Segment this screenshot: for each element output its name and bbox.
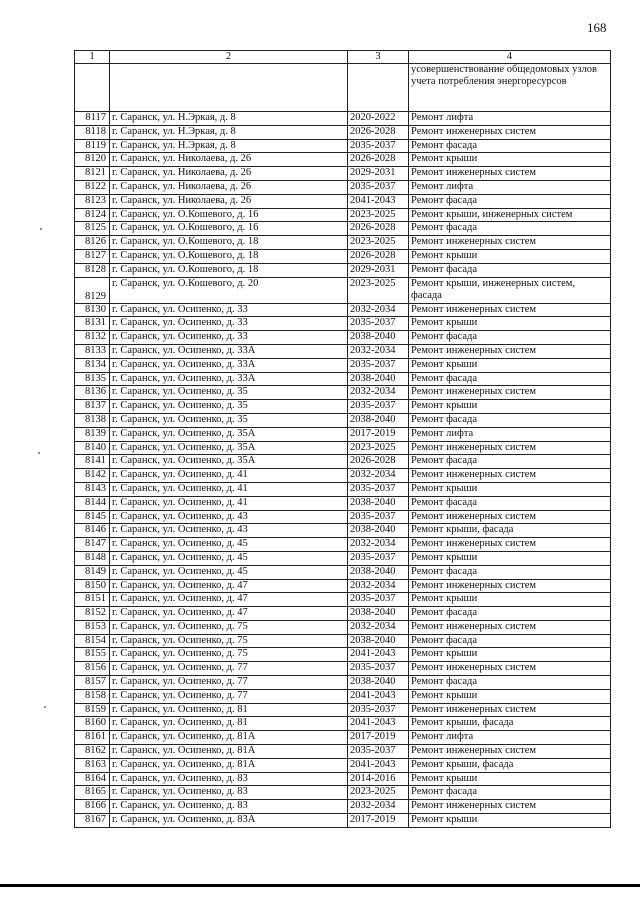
row-number: 8145: [75, 510, 110, 524]
scan-speck: [44, 706, 46, 708]
table-row: [75, 607, 611, 621]
table-row: [75, 772, 611, 786]
row-period: 2041-2043: [348, 689, 409, 703]
row-number: 8158: [75, 689, 110, 703]
row-number: 8142: [75, 469, 110, 483]
row-address: г. Саранск, ул. Осипенко, д. 33А: [110, 358, 348, 372]
row-address: г. Саранск, ул. Осипенко, д. 81: [110, 703, 348, 717]
row-number: 8125: [75, 222, 110, 236]
row-address: г. Саранск, ул. Осипенко, д. 35А: [110, 455, 348, 469]
column-number-row: [75, 51, 611, 64]
table-row: [75, 236, 611, 250]
row-work: Ремонт инженерных систем: [409, 236, 611, 250]
row-period: [348, 64, 409, 112]
table-row: [75, 139, 611, 153]
row-address: г. Саранск, ул. Осипенко, д. 45: [110, 551, 348, 565]
register-table: [74, 50, 611, 828]
row-address: г. Саранск, ул. Осипенко, д. 41: [110, 469, 348, 483]
row-number: 8148: [75, 551, 110, 565]
row-period: 2035-2037: [348, 510, 409, 524]
row-period: 2035-2037: [348, 180, 409, 194]
table-row: [75, 413, 611, 427]
row-address: г. Саранск, ул. Осипенко, д. 81А: [110, 758, 348, 772]
row-period: 2017-2019: [348, 814, 409, 828]
table-row: [75, 551, 611, 565]
row-number: 8121: [75, 167, 110, 181]
row-work: Ремонт фасада: [409, 194, 611, 208]
row-address: г. Саранск, ул. Осипенко, д. 77: [110, 689, 348, 703]
row-period: 2029-2031: [348, 263, 409, 277]
row-period: 2026-2028: [348, 455, 409, 469]
row-work: Ремонт крыши: [409, 249, 611, 263]
row-number: 8150: [75, 579, 110, 593]
row-period: 2014-2016: [348, 772, 409, 786]
table-row: [75, 386, 611, 400]
row-address: г. Саранск, ул. Осипенко, д. 81А: [110, 731, 348, 745]
table-row: [75, 194, 611, 208]
table-row: [75, 800, 611, 814]
row-address: г. Саранск, ул. О.Кошевого, д. 18: [110, 236, 348, 250]
row-number: 8141: [75, 455, 110, 469]
row-number: 8117: [75, 112, 110, 126]
row-number: 8163: [75, 758, 110, 772]
row-work: Ремонт фасада: [409, 455, 611, 469]
row-work: Ремонт фасада: [409, 607, 611, 621]
row-work: Ремонт лифта: [409, 731, 611, 745]
row-address: г. Саранск, ул. Осипенко, д. 45: [110, 565, 348, 579]
row-number: 8157: [75, 676, 110, 690]
row-address: г. Саранск, ул. Осипенко, д. 83: [110, 772, 348, 786]
row-work: Ремонт инженерных систем: [409, 344, 611, 358]
page-number: 168: [587, 20, 607, 35]
table-row: [75, 717, 611, 731]
row-work: Ремонт фасада: [409, 676, 611, 690]
row-number: 8124: [75, 208, 110, 222]
row-address: г. Саранск, ул. Осипенко, д. 35А: [110, 441, 348, 455]
bottom-rule: [0, 884, 640, 887]
table-row: [75, 676, 611, 690]
row-work: усовершенствование общедомовых узлов учета потребления энергоресурсов: [409, 64, 611, 112]
row-work: Ремонт фасада: [409, 634, 611, 648]
row-number: 8146: [75, 524, 110, 538]
table-row: [75, 703, 611, 717]
row-work: Ремонт крыши: [409, 648, 611, 662]
table-row: [75, 745, 611, 759]
row-number: 8159: [75, 703, 110, 717]
row-period: 2032-2034: [348, 800, 409, 814]
row-address: г. Саранск, ул. Осипенко, д. 75: [110, 634, 348, 648]
row-work: Ремонт фасада: [409, 372, 611, 386]
table-row: [75, 469, 611, 483]
table-row: [75, 344, 611, 358]
row-number: 8138: [75, 413, 110, 427]
row-number: 8118: [75, 125, 110, 139]
row-address: г. Саранск, ул. Осипенко, д. 81А: [110, 745, 348, 759]
row-work: Ремонт крыши: [409, 400, 611, 414]
row-address: г. Саранск, ул. Осипенко, д. 33: [110, 331, 348, 345]
table-row: [75, 125, 611, 139]
row-address: г. Саранск, ул. Осипенко, д. 41: [110, 496, 348, 510]
table-row: [75, 277, 611, 303]
row-work: Ремонт фасада: [409, 496, 611, 510]
row-address: г. Саранск, ул. Осипенко, д. 33: [110, 303, 348, 317]
row-period: 2020-2022: [348, 112, 409, 126]
row-period: 2038-2040: [348, 372, 409, 386]
row-period: 2032-2034: [348, 579, 409, 593]
row-period: 2032-2034: [348, 620, 409, 634]
row-work: Ремонт крыши: [409, 358, 611, 372]
row-work: Ремонт инженерных систем: [409, 800, 611, 814]
row-period: 2035-2037: [348, 317, 409, 331]
row-work: Ремонт фасада: [409, 222, 611, 236]
continuation-row: [75, 64, 611, 112]
row-number: 8162: [75, 745, 110, 759]
row-period: 2035-2037: [348, 400, 409, 414]
row-period: 2038-2040: [348, 331, 409, 345]
row-period: 2041-2043: [348, 194, 409, 208]
row-number: 8154: [75, 634, 110, 648]
row-address: г. Саранск, ул. Осипенко, д. 43: [110, 524, 348, 538]
table-row: [75, 634, 611, 648]
row-period: 2038-2040: [348, 676, 409, 690]
row-number: 8133: [75, 344, 110, 358]
row-number: 8131: [75, 317, 110, 331]
table-row: [75, 689, 611, 703]
row-work: Ремонт инженерных систем: [409, 441, 611, 455]
row-number: 8149: [75, 565, 110, 579]
row-work: Ремонт крыши: [409, 153, 611, 167]
row-period: 2035-2037: [348, 745, 409, 759]
column-header: 3: [348, 51, 409, 64]
row-period: 2038-2040: [348, 565, 409, 579]
table-row: [75, 524, 611, 538]
row-address: [110, 64, 348, 112]
row-number: 8120: [75, 153, 110, 167]
row-work: Ремонт крыши, инженерных систем, фасада: [409, 277, 611, 303]
row-address: г. Саранск, ул. Н.Эркая, д. 8: [110, 139, 348, 153]
row-address: г. Саранск, ул. О.Кошевого, д. 16: [110, 222, 348, 236]
table-row: [75, 208, 611, 222]
row-number: 8166: [75, 800, 110, 814]
row-period: 2026-2028: [348, 153, 409, 167]
table-row: [75, 441, 611, 455]
row-work: Ремонт инженерных систем: [409, 579, 611, 593]
row-period: 2035-2037: [348, 662, 409, 676]
row-address: г. Саранск, ул. Осипенко, д. 33: [110, 317, 348, 331]
register-body: [75, 51, 611, 828]
row-work: Ремонт фасада: [409, 786, 611, 800]
row-address: г. Саранск, ул. Николаева, д. 26: [110, 194, 348, 208]
row-number: 8126: [75, 236, 110, 250]
row-work: Ремонт фасада: [409, 263, 611, 277]
row-work: Ремонт крыши, фасада: [409, 717, 611, 731]
table-row: [75, 180, 611, 194]
table-row: [75, 510, 611, 524]
table-row: [75, 662, 611, 676]
row-number: 8167: [75, 814, 110, 828]
table-row: [75, 112, 611, 126]
table-row: [75, 648, 611, 662]
table-row: [75, 331, 611, 345]
table-row: [75, 317, 611, 331]
row-address: г. Саранск, ул. Осипенко, д. 35: [110, 400, 348, 414]
table-row: [75, 786, 611, 800]
row-work: Ремонт инженерных систем: [409, 469, 611, 483]
row-work: Ремонт крыши, инженерных систем: [409, 208, 611, 222]
row-address: г. Саранск, ул. Осипенко, д. 45: [110, 538, 348, 552]
row-address: г. Саранск, ул. Осипенко, д. 77: [110, 676, 348, 690]
row-number: 8165: [75, 786, 110, 800]
row-work: Ремонт инженерных систем: [409, 745, 611, 759]
row-address: г. Саранск, ул. Осипенко, д. 47: [110, 593, 348, 607]
row-period: 2041-2043: [348, 648, 409, 662]
row-address: г. Саранск, ул. О.Кошевого, д. 16: [110, 208, 348, 222]
table-row: [75, 758, 611, 772]
row-work: Ремонт крыши: [409, 814, 611, 828]
row-address: г. Саранск, ул. О.Кошевого, д. 18: [110, 249, 348, 263]
row-number: 8164: [75, 772, 110, 786]
row-period: 2035-2037: [348, 703, 409, 717]
row-period: 2023-2025: [348, 786, 409, 800]
row-address: г. Саранск, ул. О.Кошевого, д. 18: [110, 263, 348, 277]
row-number: 8128: [75, 263, 110, 277]
row-address: г. Саранск, ул. Осипенко, д. 83: [110, 800, 348, 814]
row-work: Ремонт крыши: [409, 689, 611, 703]
row-number: 8137: [75, 400, 110, 414]
row-period: 2035-2037: [348, 139, 409, 153]
row-address: г. Саранск, ул. Осипенко, д. 35А: [110, 427, 348, 441]
row-number: 8136: [75, 386, 110, 400]
row-period: 2041-2043: [348, 717, 409, 731]
row-work: Ремонт инженерных систем: [409, 703, 611, 717]
row-work: Ремонт инженерных систем: [409, 167, 611, 181]
table-row: [75, 579, 611, 593]
row-work: Ремонт фасада: [409, 413, 611, 427]
table-row: [75, 249, 611, 263]
row-work: Ремонт крыши: [409, 593, 611, 607]
row-work: Ремонт крыши: [409, 772, 611, 786]
row-period: 2038-2040: [348, 607, 409, 621]
table-row: [75, 400, 611, 414]
row-address: г. Саранск, ул. Осипенко, д. 83А: [110, 814, 348, 828]
row-number: 8156: [75, 662, 110, 676]
row-period: 2026-2028: [348, 125, 409, 139]
table-row: [75, 565, 611, 579]
table-row: [75, 358, 611, 372]
row-number: 8127: [75, 249, 110, 263]
row-address: г. Саранск, ул. Осипенко, д. 81: [110, 717, 348, 731]
row-address: г. Саранск, ул. Осипенко, д. 43: [110, 510, 348, 524]
row-period: 2032-2034: [348, 386, 409, 400]
row-work: Ремонт инженерных систем: [409, 620, 611, 634]
row-address: г. Саранск, ул. Осипенко, д. 47: [110, 579, 348, 593]
row-number: 8129: [75, 277, 110, 303]
row-address: г. Саранск, ул. Осипенко, д. 35: [110, 386, 348, 400]
row-number: 8139: [75, 427, 110, 441]
table-row: [75, 372, 611, 386]
row-work: Ремонт инженерных систем: [409, 125, 611, 139]
row-work: Ремонт крыши: [409, 482, 611, 496]
row-work: Ремонт инженерных систем: [409, 386, 611, 400]
row-number: 8155: [75, 648, 110, 662]
row-address: г. Саранск, ул. Осипенко, д. 75: [110, 648, 348, 662]
table-row: [75, 427, 611, 441]
column-header: 1: [75, 51, 110, 64]
row-work: Ремонт фасада: [409, 139, 611, 153]
row-period: 2035-2037: [348, 358, 409, 372]
scan-speck: [40, 228, 42, 230]
table-row: [75, 538, 611, 552]
row-number: 8130: [75, 303, 110, 317]
table-row: [75, 593, 611, 607]
row-work: Ремонт инженерных систем: [409, 662, 611, 676]
row-work: Ремонт крыши: [409, 551, 611, 565]
table-row: [75, 153, 611, 167]
row-address: г. Саранск, ул. Осипенко, д. 75: [110, 620, 348, 634]
row-period: 2035-2037: [348, 593, 409, 607]
row-work: Ремонт лифта: [409, 180, 611, 194]
row-address: г. Саранск, ул. Осипенко, д. 33А: [110, 372, 348, 386]
row-period: 2041-2043: [348, 758, 409, 772]
row-address: г. Саранск, ул. Осипенко, д. 41: [110, 482, 348, 496]
table-row: [75, 482, 611, 496]
row-period: 2038-2040: [348, 524, 409, 538]
row-period: 2017-2019: [348, 427, 409, 441]
row-work: Ремонт крыши, фасада: [409, 758, 611, 772]
row-address: г. Саранск, ул. Осипенко, д. 35: [110, 413, 348, 427]
scan-speck: [38, 452, 40, 454]
row-address: г. Саранск, ул. О.Кошевого, д. 20: [110, 277, 348, 303]
row-number: 8161: [75, 731, 110, 745]
row-period: 2017-2019: [348, 731, 409, 745]
row-period: 2029-2031: [348, 167, 409, 181]
row-period: 2038-2040: [348, 413, 409, 427]
row-address: г. Саранск, ул. Осипенко, д. 77: [110, 662, 348, 676]
row-period: 2038-2040: [348, 496, 409, 510]
row-work: Ремонт лифта: [409, 112, 611, 126]
row-address: г. Саранск, ул. Николаева, д. 26: [110, 153, 348, 167]
row-work: Ремонт крыши: [409, 317, 611, 331]
row-number: 8160: [75, 717, 110, 731]
row-work: Ремонт инженерных систем: [409, 538, 611, 552]
row-work: Ремонт инженерных систем: [409, 303, 611, 317]
row-work: Ремонт инженерных систем: [409, 510, 611, 524]
row-address: г. Саранск, ул. Осипенко, д. 33А: [110, 344, 348, 358]
row-number: 8144: [75, 496, 110, 510]
row-address: г. Саранск, ул. Николаева, д. 26: [110, 180, 348, 194]
row-period: 2035-2037: [348, 482, 409, 496]
row-number: 8134: [75, 358, 110, 372]
row-number: 8122: [75, 180, 110, 194]
row-number: 8151: [75, 593, 110, 607]
row-address: г. Саранск, ул. Н.Эркая, д. 8: [110, 112, 348, 126]
row-period: 2023-2025: [348, 441, 409, 455]
column-header: 4: [409, 51, 611, 64]
table-row: [75, 263, 611, 277]
row-number: 8153: [75, 620, 110, 634]
table-row: [75, 731, 611, 745]
row-number: 8132: [75, 331, 110, 345]
row-period: 2032-2034: [348, 344, 409, 358]
row-number: 8119: [75, 139, 110, 153]
table-row: [75, 303, 611, 317]
row-number: 8147: [75, 538, 110, 552]
row-number: 8135: [75, 372, 110, 386]
row-address: г. Саранск, ул. Николаева, д. 26: [110, 167, 348, 181]
row-period: 2032-2034: [348, 538, 409, 552]
row-address: г. Саранск, ул. Н.Эркая, д. 8: [110, 125, 348, 139]
row-period: 2026-2028: [348, 249, 409, 263]
row-work: Ремонт крыши, фасада: [409, 524, 611, 538]
row-number: 8123: [75, 194, 110, 208]
row-work: Ремонт лифта: [409, 427, 611, 441]
row-period: 2032-2034: [348, 469, 409, 483]
table-row: [75, 455, 611, 469]
row-address: г. Саранск, ул. Осипенко, д. 47: [110, 607, 348, 621]
row-number: 8140: [75, 441, 110, 455]
row-period: 2035-2037: [348, 551, 409, 565]
row-period: 2026-2028: [348, 222, 409, 236]
row-period: 2023-2025: [348, 277, 409, 303]
row-number: [75, 64, 110, 112]
table-row: [75, 496, 611, 510]
column-header: 2: [110, 51, 348, 64]
row-number: 8152: [75, 607, 110, 621]
row-number: 8143: [75, 482, 110, 496]
table-row: [75, 814, 611, 828]
row-address: г. Саранск, ул. Осипенко, д. 83: [110, 786, 348, 800]
row-work: Ремонт фасада: [409, 565, 611, 579]
table-row: [75, 222, 611, 236]
row-period: 2023-2025: [348, 208, 409, 222]
table-row: [75, 167, 611, 181]
row-period: 2038-2040: [348, 634, 409, 648]
row-period: 2032-2034: [348, 303, 409, 317]
row-work: Ремонт фасада: [409, 331, 611, 345]
row-period: 2023-2025: [348, 236, 409, 250]
table-row: [75, 620, 611, 634]
